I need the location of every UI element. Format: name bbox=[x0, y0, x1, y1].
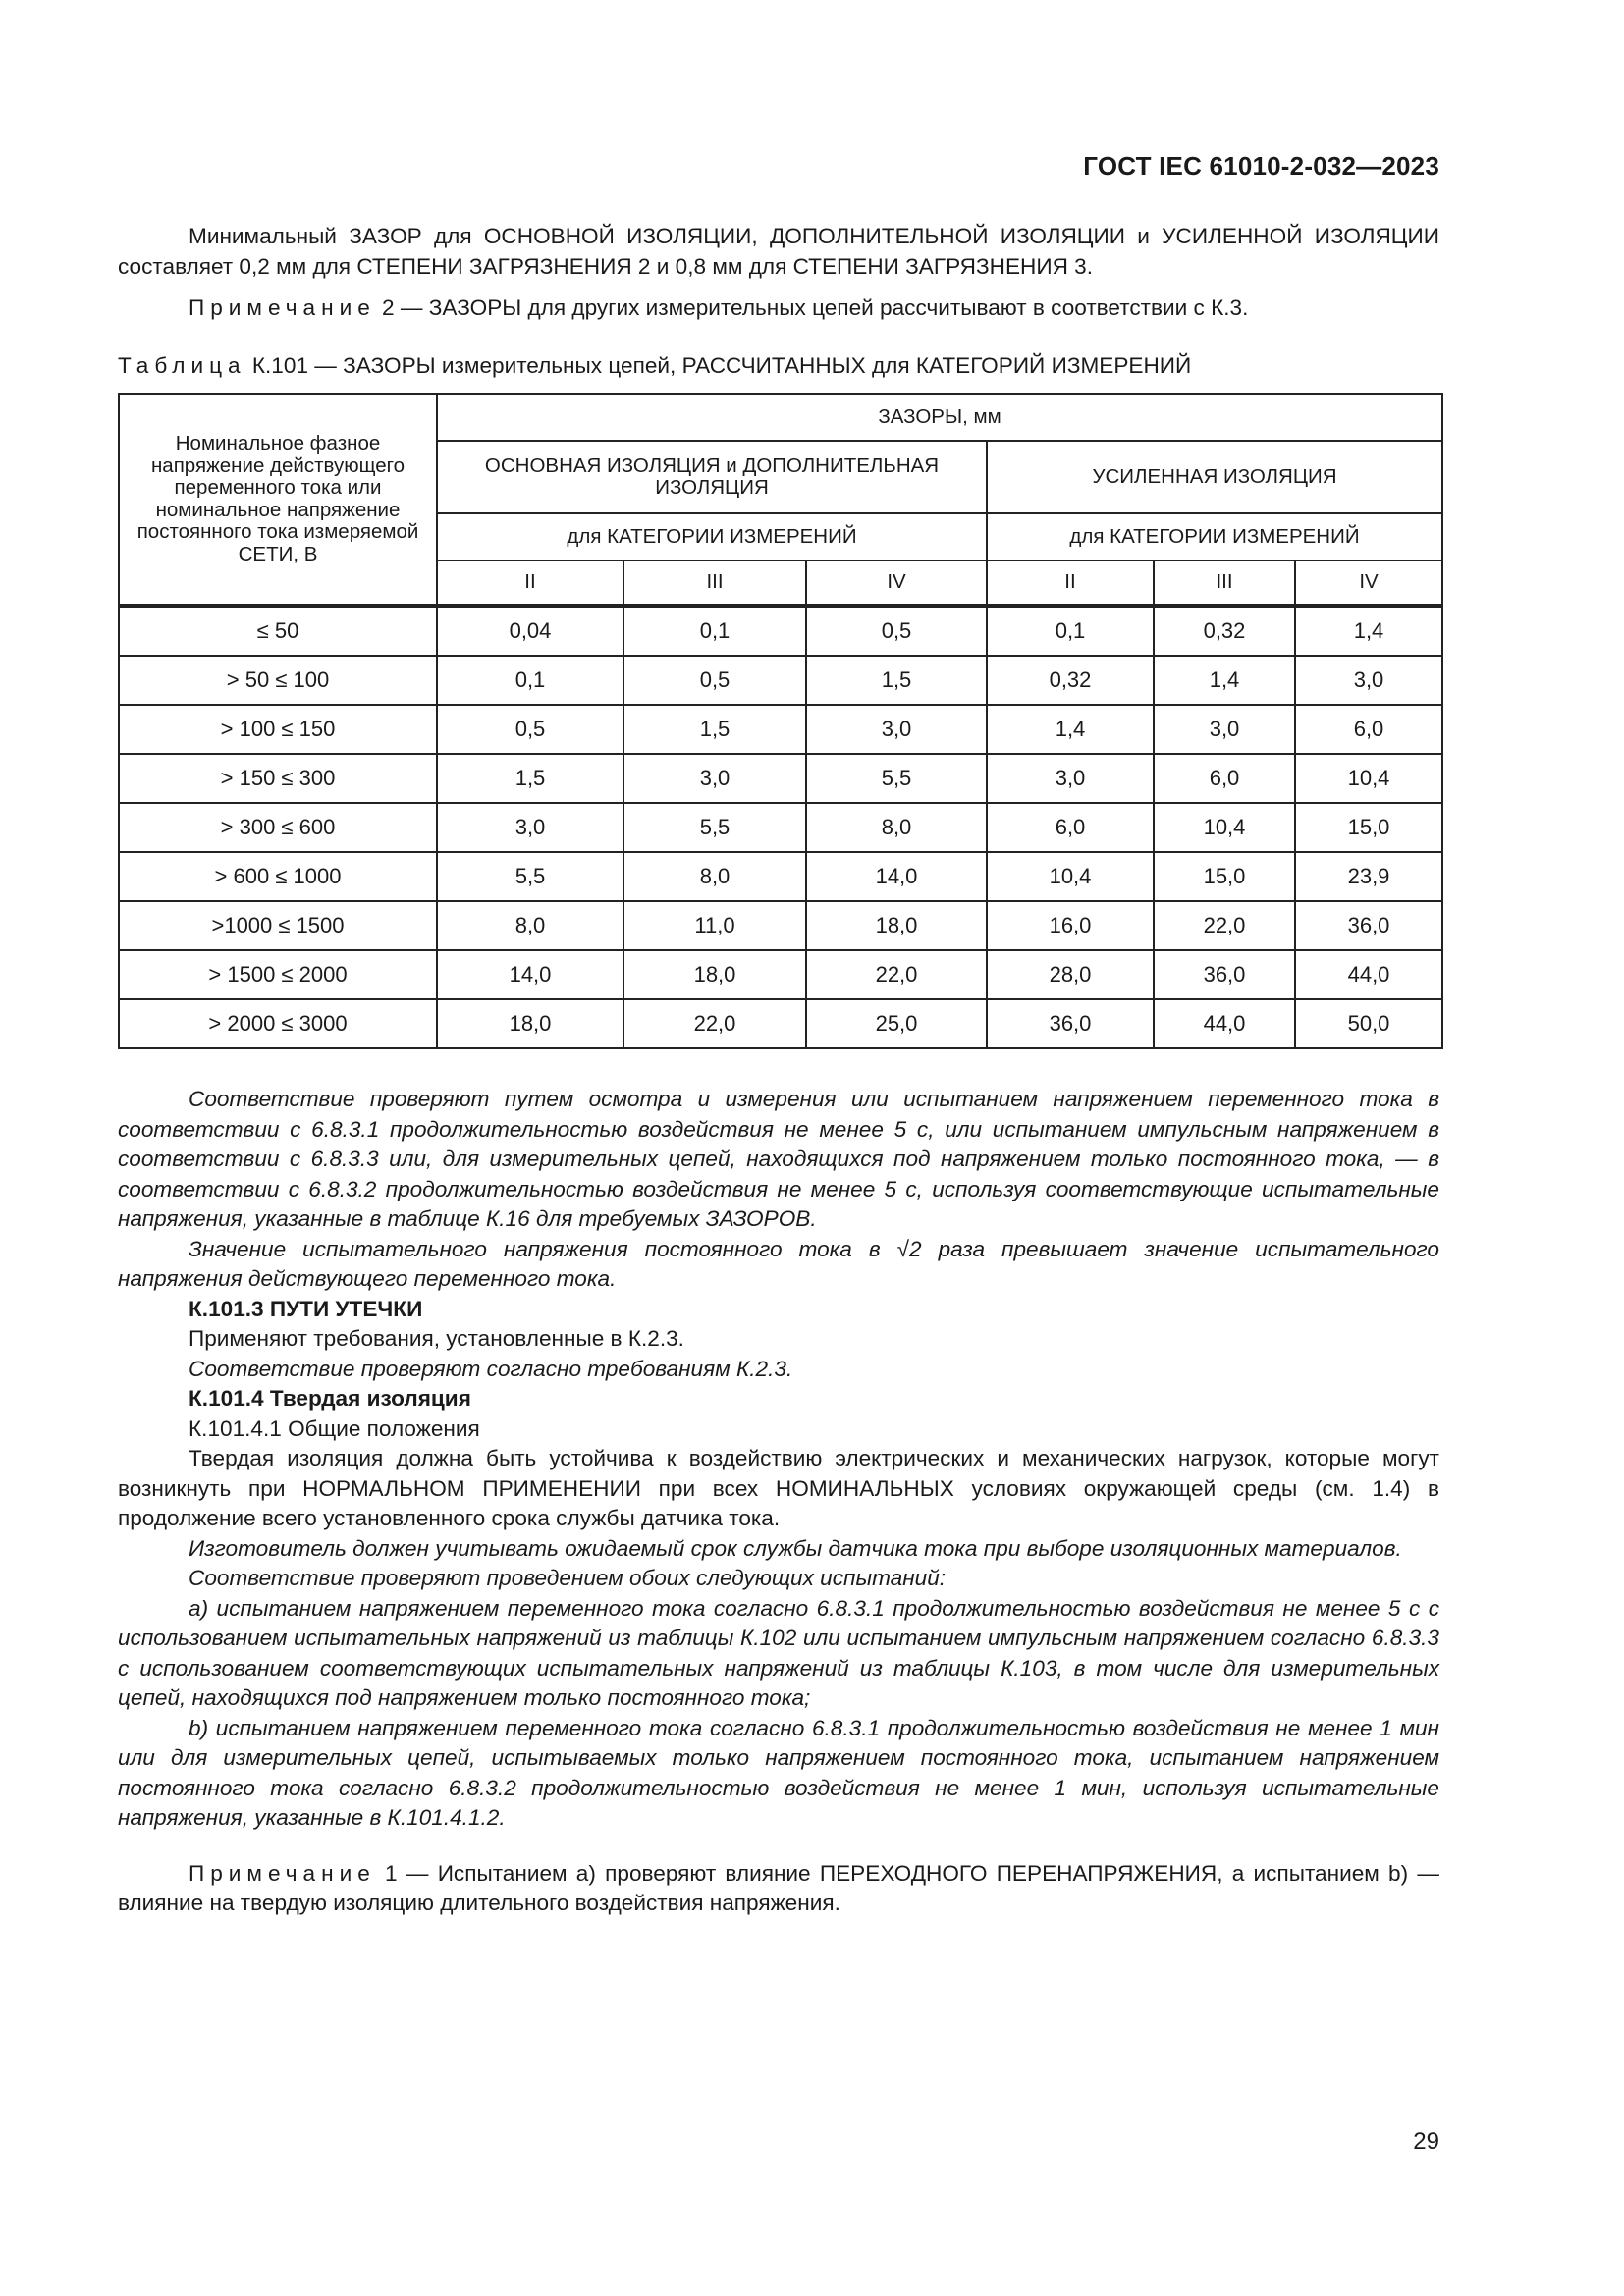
clearance-value-cell: 14,0 bbox=[806, 852, 987, 901]
clearance-value-cell: 5,5 bbox=[437, 852, 623, 901]
cat-cell: III bbox=[1154, 561, 1295, 606]
clearance-value-cell: 8,0 bbox=[806, 803, 987, 852]
clearance-value-cell: 3,0 bbox=[987, 754, 1154, 803]
clearance-value-cell: 0,5 bbox=[806, 606, 987, 656]
clearance-value-cell: 0,1 bbox=[437, 656, 623, 705]
clearance-value-cell: 3,0 bbox=[806, 705, 987, 754]
requirements-paragraph: Применяют требования, установленные в К.2.3. bbox=[189, 1326, 684, 1351]
clearance-value-cell: 22,0 bbox=[1154, 901, 1295, 950]
table-caption-label: Таблица bbox=[118, 352, 246, 378]
clearance-value-cell: 36,0 bbox=[987, 999, 1154, 1048]
note-1-label: Примечание bbox=[189, 1860, 376, 1886]
clearance-value-cell: 15,0 bbox=[1154, 852, 1295, 901]
clearance-value-cell: 22,0 bbox=[806, 950, 987, 999]
clearance-value-cell: 5,5 bbox=[806, 754, 987, 803]
zazory-header-cell: ЗАЗОРЫ, мм bbox=[437, 394, 1442, 441]
clearance-value-cell: 0,5 bbox=[623, 656, 806, 705]
manufacturer-paragraph: Изготовитель должен учитывать ожидаемый срок службы датчика тока при выборе изоляционных материалов. bbox=[189, 1535, 1402, 1561]
clearance-value-cell: 0,1 bbox=[623, 606, 806, 656]
voltage-cell: > 600 ≤ 1000 bbox=[119, 852, 437, 901]
cat-cell: II bbox=[437, 561, 623, 606]
group-basic-cell: ОСНОВНАЯ ИЗОЛЯЦИЯ и ДОПОЛНИТЕЛЬНАЯ ИЗОЛЯЦИЯ bbox=[437, 441, 987, 513]
clearance-value-cell: 3,0 bbox=[1295, 656, 1442, 705]
clearance-value-cell: 3,0 bbox=[437, 803, 623, 852]
note-text: 2 — ЗАЗОРЫ для других измерительных цепей рассчитывают в соответствии с К.3. bbox=[375, 295, 1249, 320]
subsection-heading-k10141: К.101.4.1 Общие положения bbox=[189, 1415, 480, 1441]
voltage-cell: > 1500 ≤ 2000 bbox=[119, 950, 437, 999]
voltage-cell: ≤ 50 bbox=[119, 606, 437, 656]
clearance-table bbox=[118, 393, 1443, 1049]
clearance-value-cell: 1,4 bbox=[1154, 656, 1295, 705]
intro-paragraph: Минимальный ЗАЗОР для ОСНОВНОЙ ИЗОЛЯЦИИ, ДОПОЛНИТЕЛЬНОЙ ИЗОЛЯЦИИ и УСИЛЕННОЙ ИЗОЛЯЦИИ составляет 0,2 мм для СТЕПЕНИ ЗАГРЯЗНЕНИЯ 2 и 0,8 мм для СТЕПЕНИ ЗАГРЯЗНЕНИЯ 3. bbox=[118, 224, 1439, 279]
clearance-value-cell: 1,4 bbox=[987, 705, 1154, 754]
table-row bbox=[119, 852, 1442, 901]
section-heading-k1013: К.101.3 ПУТИ УТЕЧКИ bbox=[189, 1296, 423, 1321]
page-number: 29 bbox=[1413, 2128, 1439, 2155]
clearance-value-cell: 44,0 bbox=[1295, 950, 1442, 999]
document-code-header: ГОСТ IEC 61010-2-032—2023 bbox=[1083, 151, 1439, 181]
table-row bbox=[119, 705, 1442, 754]
clearance-value-cell: 8,0 bbox=[437, 901, 623, 950]
compliance-k1013-paragraph: Соответствие проверяют согласно требованиям К.2.3. bbox=[189, 1356, 793, 1381]
clearance-value-cell: 8,0 bbox=[623, 852, 806, 901]
voltage-cell: >1000 ≤ 1500 bbox=[119, 901, 437, 950]
table-caption-text: К.101 — ЗАЗОРЫ измерительных цепей, РАССЧИТАННЫХ для КАТЕГОРИЙ ИЗМЕРЕНИЙ bbox=[245, 352, 1192, 378]
clearance-value-cell: 36,0 bbox=[1154, 950, 1295, 999]
clearance-value-cell: 3,0 bbox=[1154, 705, 1295, 754]
clearance-value-cell: 10,4 bbox=[1154, 803, 1295, 852]
cat-cell: IV bbox=[806, 561, 987, 606]
test-item-a: a) испытанием напряжением переменного тока согласно 6.8.3.1 продолжительностью воздействия не менее 5 с с использованием испытательных напряжений из таблицы К.102 или испытанием импульсным напряжением согласно 6.8.3.3 с использованием соответствующих испытательных напряжений из таблицы К.103, в том числе для измерительных цепей, находящихся под напряжением только постоянного тока; bbox=[118, 1595, 1439, 1710]
clearance-value-cell: 1,5 bbox=[806, 656, 987, 705]
clearance-value-cell: 18,0 bbox=[623, 950, 806, 999]
clearance-value-cell: 18,0 bbox=[437, 999, 623, 1048]
cat-cell: IV bbox=[1295, 561, 1442, 606]
both-tests-paragraph: Соответствие проверяют проведением обоих следующих испытаний: bbox=[189, 1566, 947, 1590]
clearance-value-cell: 16,0 bbox=[987, 901, 1154, 950]
table-row bbox=[119, 754, 1442, 803]
table-body bbox=[119, 606, 1442, 1048]
note-1-text: 1 — Испытанием a) проверяют влияние ПЕРЕХОДНОГО ПЕРЕНАПРЯЖЕНИЯ, а испытанием b) — влияние на твердую изоляцию длительного воздействия напряжения. bbox=[118, 1860, 1439, 1915]
clearance-value-cell: 3,0 bbox=[623, 754, 806, 803]
clearance-value-cell: 10,4 bbox=[987, 852, 1154, 901]
table-row bbox=[119, 901, 1442, 950]
test-item-b: b) испытанием напряжением переменного тока согласно 6.8.3.1 продолжительностью воздействия не менее 1 мин или для измерительных цепей, испытываемых только напряжением постоянного тока, испытанием напряжением постоянного тока согласно 6.8.3.2 продолжительностью воздействия не менее 1 мин, используя испытательные напряжения, указанные в К.101.4.1.2. bbox=[118, 1715, 1439, 1830]
clearance-value-cell: 0,32 bbox=[1154, 606, 1295, 656]
clearance-value-cell: 1,4 bbox=[1295, 606, 1442, 656]
row-header-cell: Номинальное фазное напряжение действующего переменного тока или номинальное напряжение постоянного тока измеряемой СЕТИ, В bbox=[119, 394, 437, 606]
clearance-value-cell: 6,0 bbox=[1295, 705, 1442, 754]
solid-insulation-paragraph: Твердая изоляция должна быть устойчива к воздействию электрических и механических нагрузок, которые могут возникнуть при НОРМАЛЬНОМ ПРИМЕНЕНИИ при всех НОМИНАЛЬНЫХ условиях окружающей среды (см. 1.4) в продолжение всего установленного срока службы датчика тока. bbox=[118, 1446, 1439, 1530]
note-1-paragraph bbox=[118, 1859, 1439, 1919]
clearance-value-cell: 18,0 bbox=[806, 901, 987, 950]
clearance-value-cell: 25,0 bbox=[806, 999, 987, 1048]
table-caption bbox=[118, 351, 1439, 382]
clearance-value-cell: 44,0 bbox=[1154, 999, 1295, 1048]
clearance-value-cell: 22,0 bbox=[623, 999, 806, 1048]
voltage-cell: > 150 ≤ 300 bbox=[119, 754, 437, 803]
clearance-value-cell: 6,0 bbox=[987, 803, 1154, 852]
clearance-value-cell: 6,0 bbox=[1154, 754, 1295, 803]
table-header-row bbox=[119, 394, 1442, 441]
page-content bbox=[118, 222, 1439, 1919]
group-reinforced-cell: УСИЛЕННАЯ ИЗОЛЯЦИЯ bbox=[987, 441, 1442, 513]
clearance-value-cell: 14,0 bbox=[437, 950, 623, 999]
voltage-cell: > 50 ≤ 100 bbox=[119, 656, 437, 705]
clearance-value-cell: 0,1 bbox=[987, 606, 1154, 656]
clearance-value-cell: 28,0 bbox=[987, 950, 1154, 999]
voltage-cell: > 300 ≤ 600 bbox=[119, 803, 437, 852]
category-label-basic: для КАТЕГОРИИ ИЗМЕРЕНИЙ bbox=[437, 513, 987, 561]
clearance-value-cell: 0,04 bbox=[437, 606, 623, 656]
voltage-cell: > 2000 ≤ 3000 bbox=[119, 999, 437, 1048]
table-row bbox=[119, 656, 1442, 705]
clearance-value-cell: 10,4 bbox=[1295, 754, 1442, 803]
compliance-paragraph: Соответствие проверяют путем осмотра и измерения или испытанием напряжением переменного тока в соответствии с 6.8.3.1 продолжительностью воздействия не менее 5 с, или испытанием импульсным напряжением в соответствии с 6.8.3.3 или, для измерительных цепей, находящихся под напряжением только постоянного тока, — в соответствии с 6.8.3.2 продолжительностью воздействия не менее 5 с, используя соответствующие испытательные напряжения, указанные в таблице К.16 для требуемых ЗАЗОРОВ. bbox=[118, 1087, 1439, 1231]
voltage-cell: > 100 ≤ 150 bbox=[119, 705, 437, 754]
clearance-value-cell: 0,5 bbox=[437, 705, 623, 754]
cat-cell: III bbox=[623, 561, 806, 606]
clearance-value-cell: 11,0 bbox=[623, 901, 806, 950]
clearance-value-cell: 1,5 bbox=[623, 705, 806, 754]
section-heading-k1014: К.101.4 Твердая изоляция bbox=[189, 1386, 471, 1411]
table-row bbox=[119, 999, 1442, 1048]
clearance-value-cell: 5,5 bbox=[623, 803, 806, 852]
table-row bbox=[119, 606, 1442, 656]
category-label-reinforced: для КАТЕГОРИИ ИЗМЕРЕНИЙ bbox=[987, 513, 1442, 561]
clearance-value-cell: 23,9 bbox=[1295, 852, 1442, 901]
note-paragraph bbox=[118, 294, 1439, 324]
clearance-value-cell: 36,0 bbox=[1295, 901, 1442, 950]
test-voltage-paragraph: Значение испытательного напряжения постоянного тока в √2 раза превышает значение испытательного напряжения действующего переменного тока. bbox=[118, 1236, 1439, 1291]
table-row bbox=[119, 950, 1442, 999]
table-row bbox=[119, 803, 1442, 852]
cat-cell: II bbox=[987, 561, 1154, 606]
clearance-value-cell: 1,5 bbox=[437, 754, 623, 803]
clearance-value-cell: 50,0 bbox=[1295, 999, 1442, 1048]
clearance-value-cell: 15,0 bbox=[1295, 803, 1442, 852]
note-label: Примечание bbox=[189, 295, 376, 320]
clearance-value-cell: 0,32 bbox=[987, 656, 1154, 705]
